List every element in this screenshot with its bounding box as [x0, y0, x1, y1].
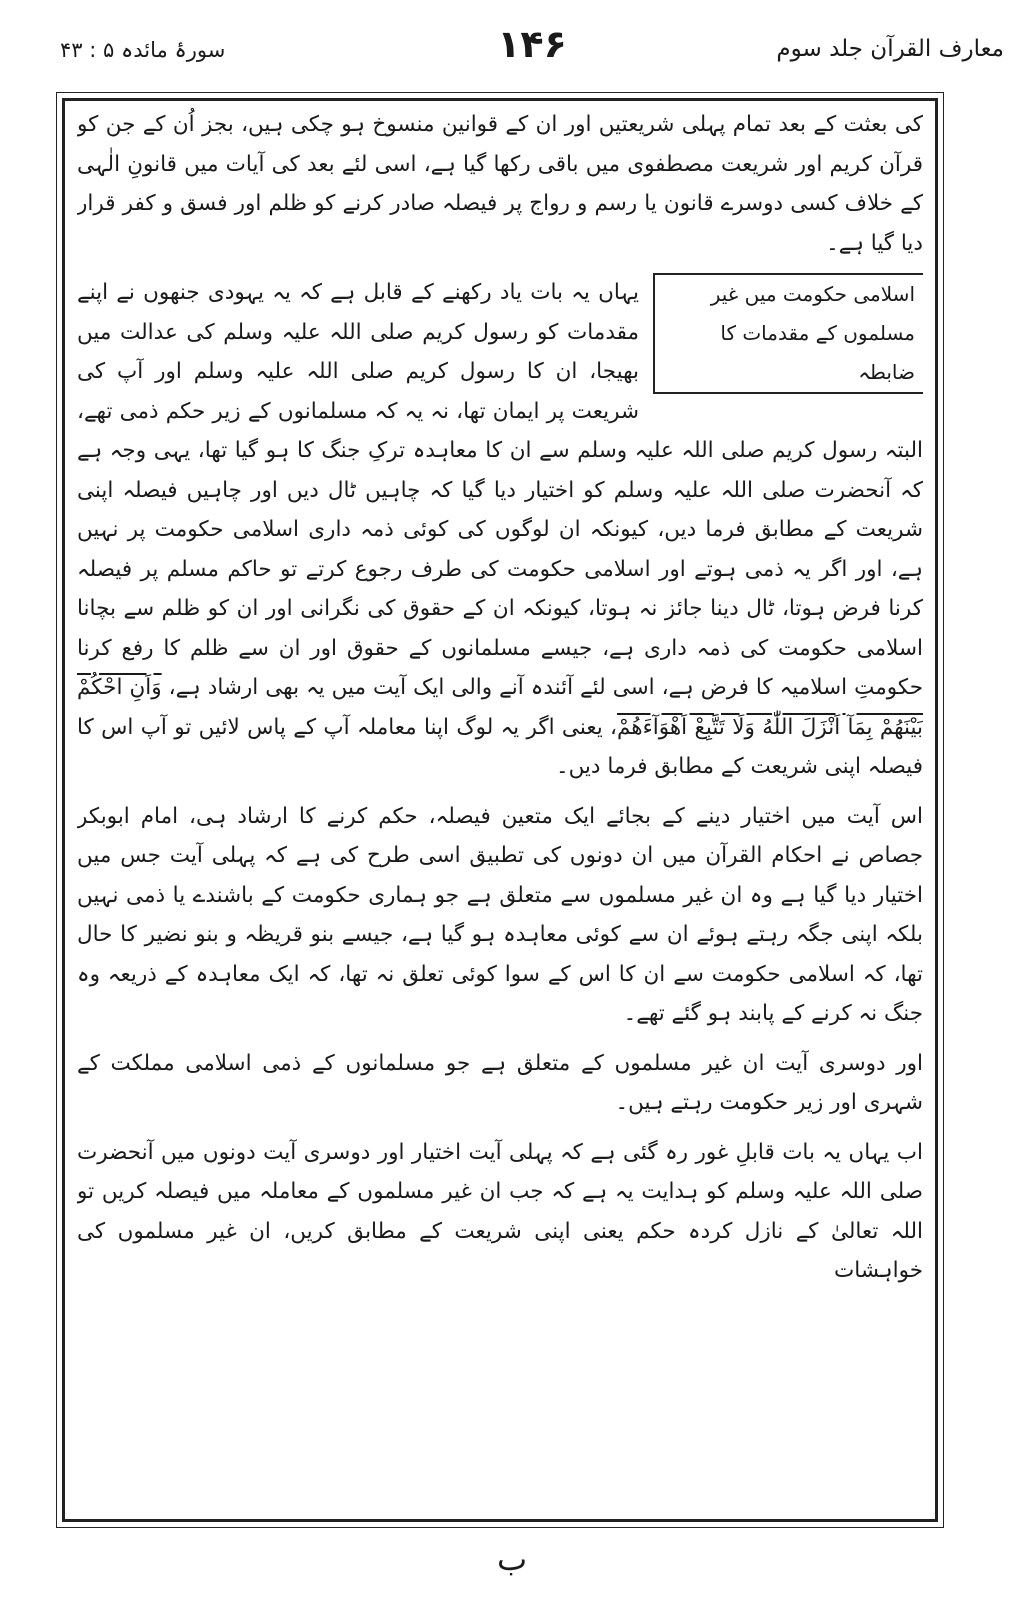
- ayah-translation: یعنی اگر یہ لوگ: [456, 714, 603, 740]
- text-frame: [62, 98, 938, 1522]
- surah-reference: سورۂ مائدہ ۵ : ۴۳: [60, 38, 226, 62]
- footer-mark: ب: [496, 1540, 528, 1578]
- paragraph-3-text: اپنا معاملہ آپ کے پاس لائیں تو آپ اس کا فیصلہ اپنی شریعت کے مطابق فرما دیں۔: [77, 714, 923, 779]
- quran-ayah: وَاَنِ احْكُمْ بَيْنَهُمْ بِمَآ اَنْزَلَ اللّٰهُ وَلَا تَتَّبِعْ اَهْوَآءَهُمْ: [77, 675, 923, 740]
- paragraph-5: اور دوسری آیت ان غیر مسلموں کے متعلق ہے جو مسلمانوں کے ذمی اسلامی مملکت کے شہری اور زیر حکومت رہتے ہیں۔: [77, 1050, 923, 1115]
- paragraph-6: اب یہاں یہ بات قابلِ غور رہ گئی ہے کہ پہلی آیت اختیار اور دوسری آیت دونوں میں آنحضرت صلی اللہ علیہ وسلم کو ہدایت یہ ہے کہ جب ان غیر مسلموں کے معاملہ میں فیصلہ کریں تو اللہ تعالیٰ کے نازل کردہ حکم یعنی اپنی شریعت کے مطابق کریں، ان غیر مسلموں کی خواہشات: [77, 1139, 923, 1283]
- paragraph-2-text: یہاں یہ بات یاد رکھنے کے قابل ہے کہ یہ یہودی جنھوں نے اپنے مقدمات کو رسول کریم صلی اللہ علیہ وسلم کی عدالت میں بھیجا، ان کا رسول کریم صلی اللہ علیہ وسلم اور آپ کی شریعت پر ایمان تھا، نہ یہ کہ مسلمانوں کے زیر حکم ذمی تھے، البتہ رسول کریم صلی اللہ علیہ وسلم سے ان کا معاہدہ ترکِ جنگ کا ہو گیا تھا، یہی وجہ ہے کہ آنحضرت صلی اللہ علیہ وسلم کو اختیار دیا گیا کہ چاہیں ٹال دیں اور چاہیں فیصلہ اپنی شریعت کے مطابق فرما دیں، کیونکہ ان لوگوں کی کوئی ذمہ داری اسلامی حکومت پر نہیں ہے، اور اگر یہ ذمی ہوتے اور اسلامی حکومت کی طرف رجوع کرتے تو حاکم مسلم پر فیصلہ کرنا فرض ہوتا، ٹال دینا جائز نہ ہوتا، کیونکہ ان کے حقوق کی نگرانی اور ان کو ظلم سے بچانا اسلامی حکومت کی ذمہ داری ہے، جیسے مسلمانوں کے حقوق اور ان سے ظلم کا رفع کرنا حکومتِ اسلامیہ کا فرض ہے، اسی لئے آئندہ آنے والی ایک آیت میں یہ بھی ارشاد ہے،: [77, 280, 923, 700]
- paragraph-4: اس آیت میں اختیار دینے کے بجائے ایک متعین فیصلہ، حکم کرنے کا ارشاد ہی، امام ابوبکر جصاص نے احکام القرآن میں ان دونوں کی تطبیق اسی طرح کی ہے کہ پہلی آیت جس میں اختیار دیا گیا ہے وہ ان غیر مسلموں سے متعلق ہے جو ہماری حکومت کے باشندے یا ذمی نہیں بلکہ اپنی جگہ رہتے ہوئے ان سے کوئی معاہدہ ہو گیا ہے، جیسے بنو قریظہ و بنو نضیر کا حال تھا، کہ اسلامی حکومت سے ان کا اس کے سوا کوئی تعلق نہ تھا، کہ ایک معاہدہ کے ذریعہ وہ جنگ نہ کرنے کے پابند ہو گئے تھے۔: [77, 803, 923, 1026]
- book-title: معارف القرآن جلد سوم: [776, 36, 1004, 62]
- paragraph-2: یہاں یہ بات یاد رکھنے کے قابل ہے کہ یہ یہودی جنھوں نے اپنے مقدمات کو رسول کریم صلی اللہ علیہ وسلم کی عدالت میں بھیجا، ان کا رسول کریم صلی اللہ علیہ وسلم اور آپ کی شریعت پر ایمان تھا، نہ یہ کہ مسلمانوں کے زیر حکم ذمی تھے، البتہ رسول کریم صلی اللہ علیہ وسلم سے ان کا معاہدہ ترکِ جنگ کا ہو گیا تھا، یہی وجہ ہے کہ آنحضرت صلی اللہ علیہ وسلم کو اختیار دیا گیا کہ چاہیں ٹال دیں اور چاہیں فیصلہ اپنی شریعت کے مطابق فرما دیں، کیونکہ ان لوگوں کی کوئی ذمہ داری اسلامی حکومت پر نہیں ہے، اور اگر یہ ذمی ہوتے اور اسلامی حکومت کی طرف رجوع کرتے تو حاکم مسلم پر فیصلہ کرنا فرض ہوتا، ٹال دینا جائز نہ ہوتا، کیونکہ ان کے حقوق کی نگرانی اور ان کو ظلم سے بچانا اسلامی حکومت کی ذمہ داری ہے، جیسے مسلمانوں کے حقوق اور ان سے ظلم کا رفع کرنا حکومتِ اسلامیہ کا فرض ہے، اسی لئے آئندہ آنے والی ایک آیت میں یہ بھی ارشاد ہے، وَاَنِ احْكُمْ بَيْنَهُمْ بِمَآ اَنْزَلَ اللّٰهُ وَلَا تَتَّبِعْ اَهْوَآءَهُمْ، یعنی اگر یہ لوگ اپنا معاملہ آپ کے پاس لائیں تو آپ اس کا فیصلہ اپنی شریعت کے مطابق فرما دیں۔: [77, 280, 923, 779]
- body-text: [77, 105, 923, 1513]
- side-heading: اسلامی حکومت میں غیر مسلموں کے مقدمات کا ضابطہ: [653, 273, 923, 394]
- page-number: ۱۴۶: [497, 22, 567, 66]
- page-header: [60, 22, 1004, 82]
- paragraph-1: کی بعثت کے بعد تمام پہلی شریعتیں اور ان کے قوانین منسوخ ہو چکی ہیں، بجز اُن کے جن کو قرآن کریم اور شریعت مصطفوی میں باقی رکھا گیا ہے، اسی لئے بعد کی آیات میں قانونِ الٰہی کے خلاف کسی دوسرے قانون یا رسم و رواج پر فیصلہ صادر کرنے کو ظلم اور فسق و کفر قرار دیا گیا ہے۔: [77, 112, 923, 256]
